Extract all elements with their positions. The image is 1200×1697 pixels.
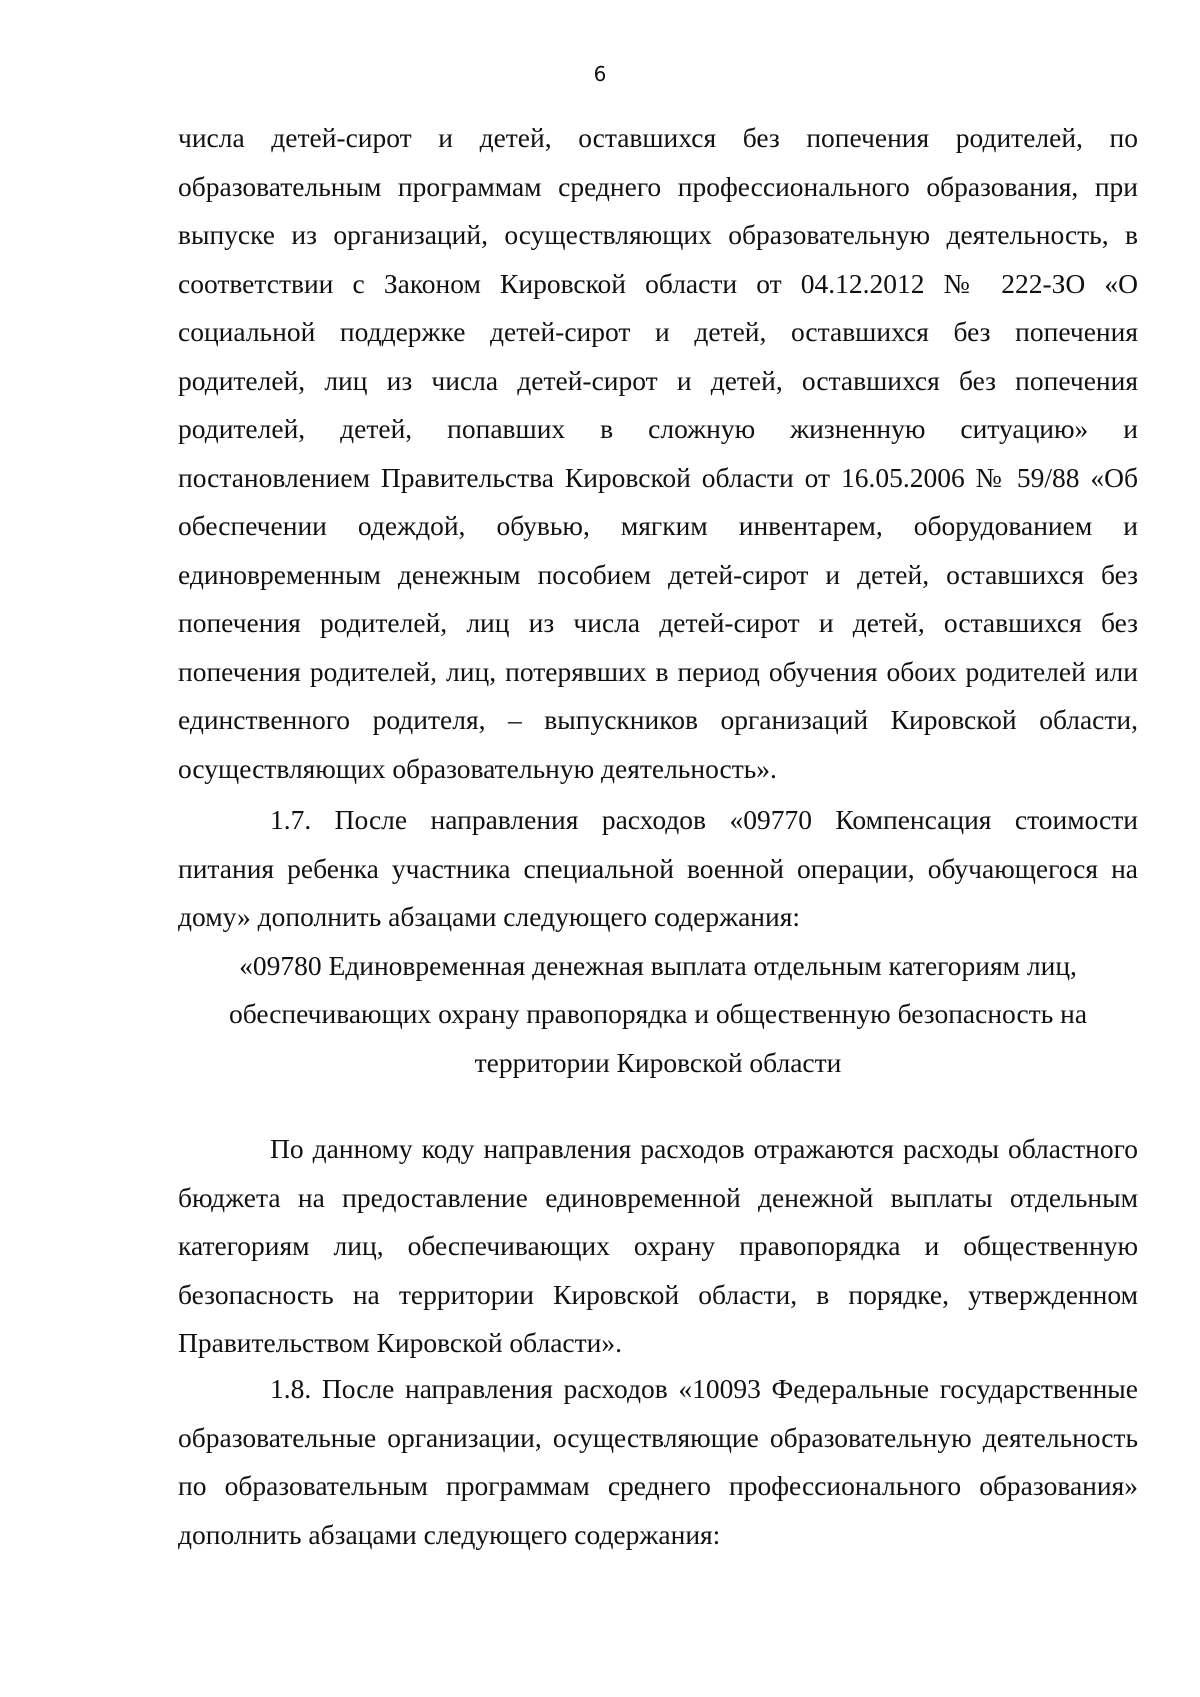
expense-code-heading-line-1: «09780 Единовременная денежная выплата отдельным категориям лиц, (239, 949, 1077, 981)
paragraph-block-item-1-7 (178, 796, 1138, 1087)
expense-code-heading-line-2: обеспечивающих охрану правопорядка и общественную безопасность на (228, 998, 1088, 1029)
expense-code-heading-line-3: территории Кировской области (474, 1046, 842, 1078)
paragraph-item-1-8: 1.8. После направления расходов «10093 Федеральные государственные образовательные организации, осуществляющие образовательную деятельность по образовательным программам среднего профессионального образования» дополнить абзацами следующего содержания: (178, 1373, 1138, 1550)
paragraph-block-item-1-8 (178, 1365, 1138, 1559)
page-number: 6 (593, 62, 607, 86)
paragraph-continuation: числа детей-сирот и детей, оставшихся без попечения родителей, по образовательным программам среднего профессионального образования, при выпуске из организаций, осуществляющих образовательную деятельность, в соответствии с Законом Кировской области от 04.12.2012 № 222-ЗО «О социальной поддержке детей-сирот и детей, оставшихся без попечения родителей, лиц из числа детей-сирот и детей, оставшихся без попечения родителей, детей, попавших в сложную жизненную ситуацию» и постановлением Правительства Кировской области от 16.05.2006 № 59/88 «Об обеспечении одеждой, обувью, мягким инвентарем, оборудованием и единовременным денежным пособием детей-сирот и детей, оставшихся без попечения родителей, лиц из числа детей-сирот и детей, оставшихся без попечения родителей, лиц, потерявших в период обучения обоих родителей или единственного родителя, – выпускников организаций Кировской области, осуществляющих образовательную деятельность». (178, 122, 1138, 784)
paragraph-expense-description: По данному коду направления расходов отражаются расходы областного бюджета на предоставление единовременной денежной выплаты отдельным категориям лиц, обеспечивающих охрану правопорядка и общественную безопасность на территории Кировской области, в порядке, утвержденном Правительством Кировской области». (178, 1133, 1138, 1358)
paragraph-block-continuation (178, 114, 1138, 793)
paragraph-block-description (178, 1125, 1138, 1368)
paragraph-item-1-7: 1.7. После направления расходов «09770 Компенсация стоимости питания ребенка участника специальной военной операции, обучающегося на дому» дополнить абзацами следующего содержания: (178, 804, 1138, 932)
